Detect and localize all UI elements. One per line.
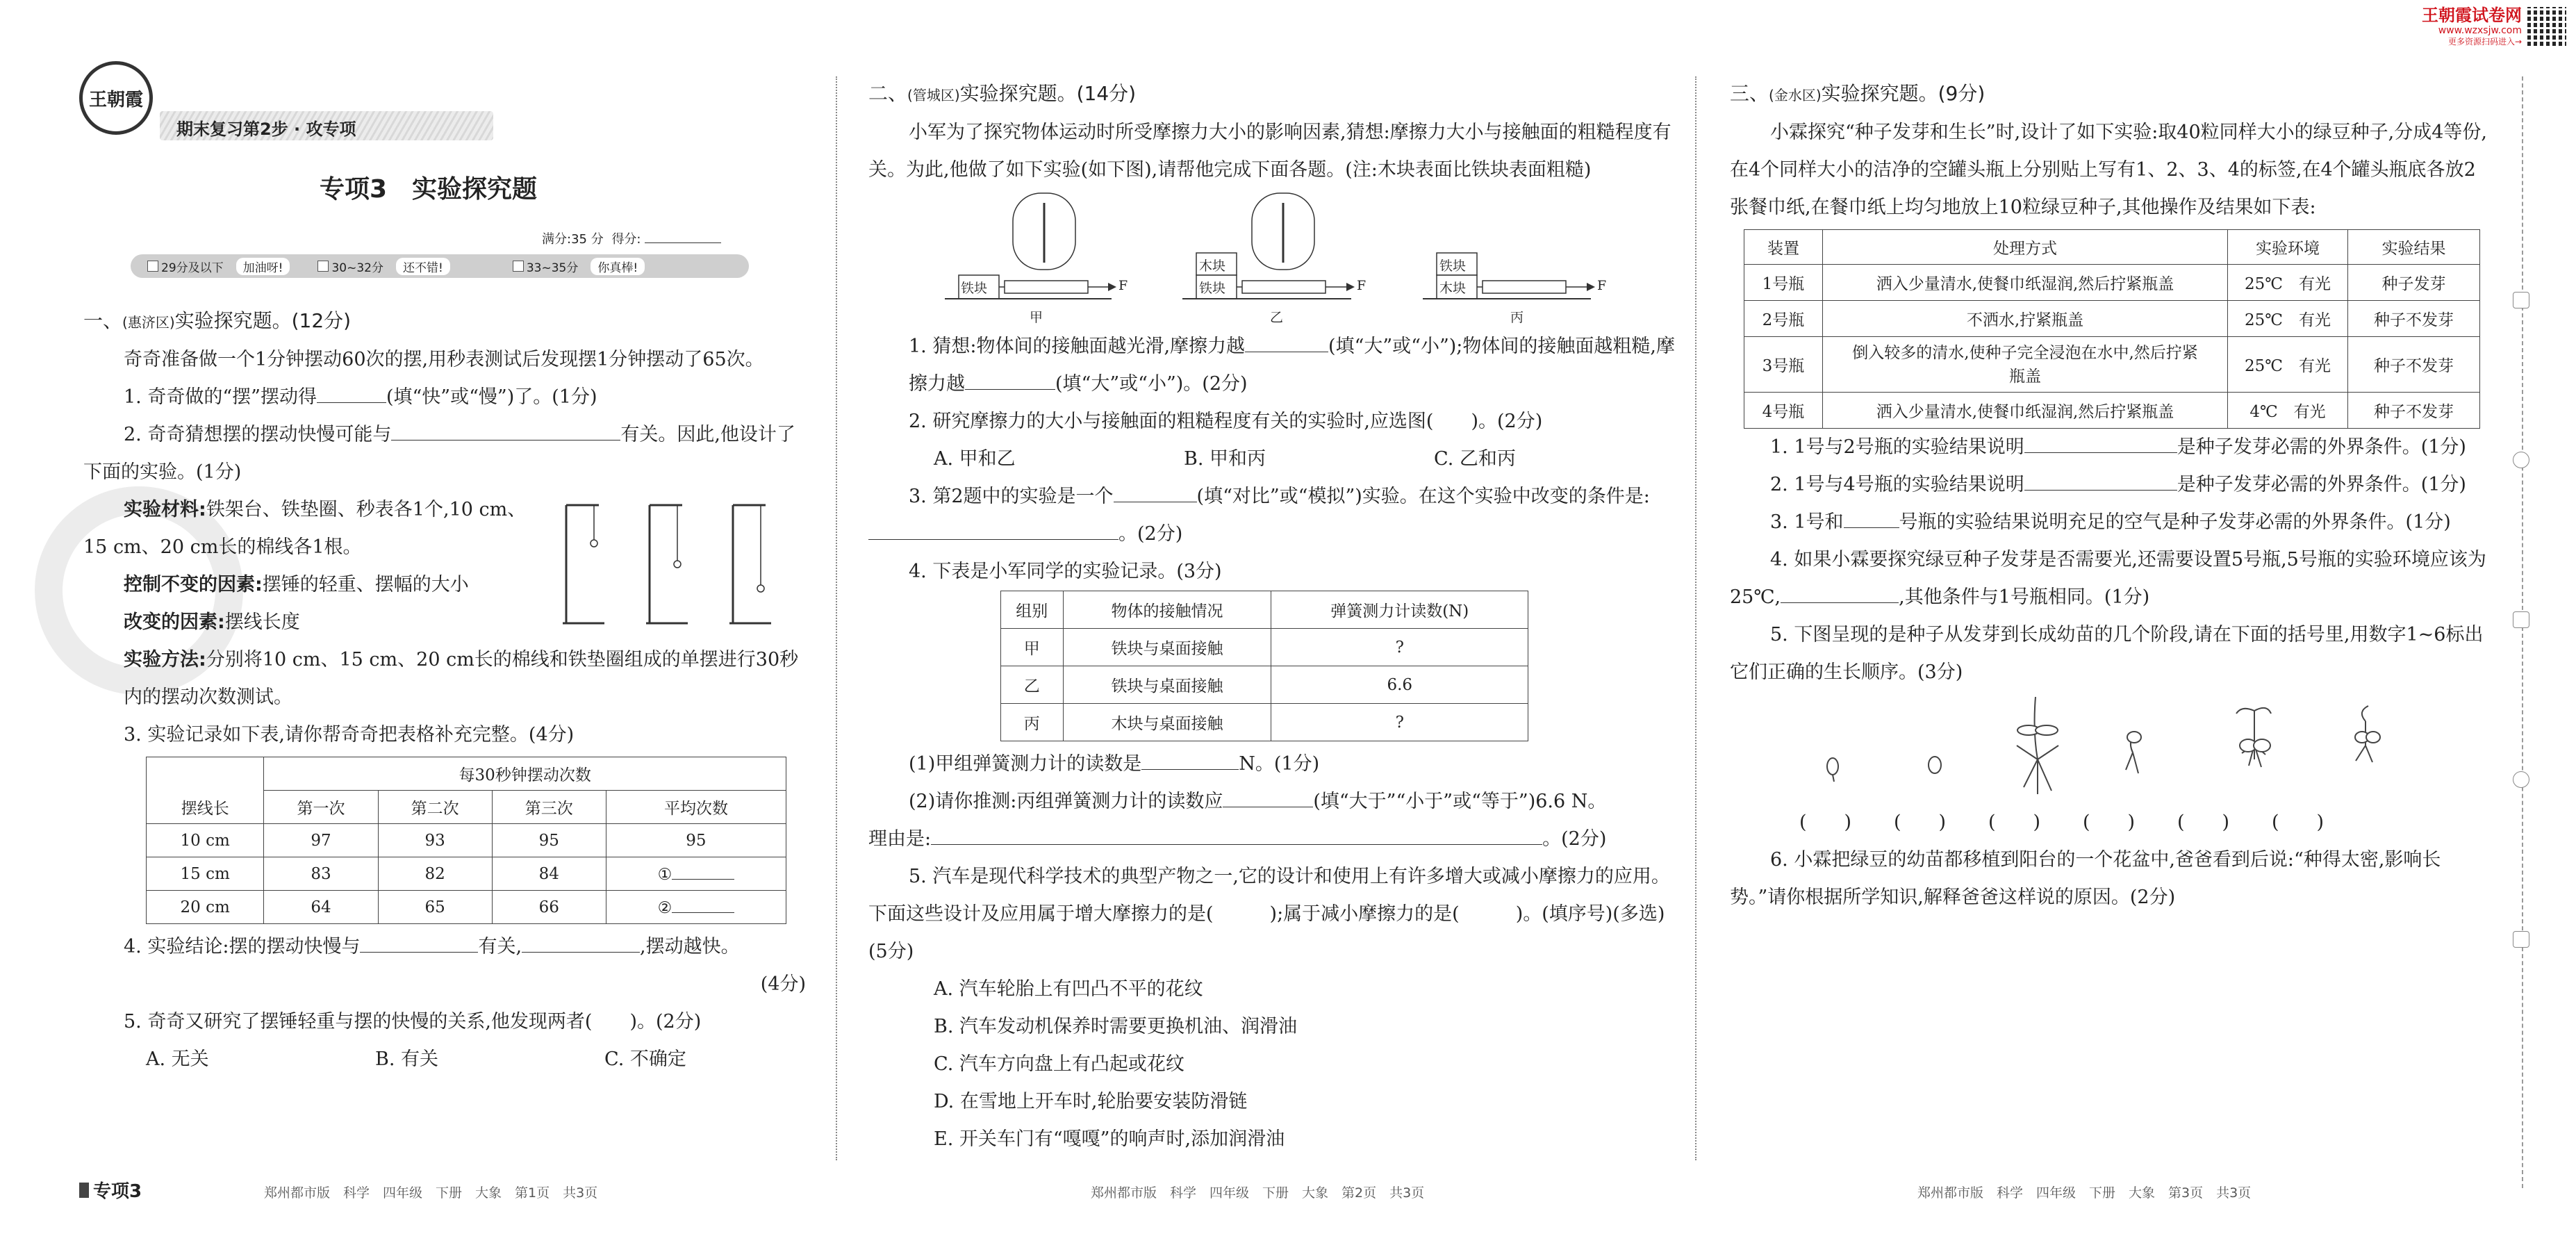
question-4: [1730, 541, 2487, 616]
answer-marker: ②: [657, 899, 672, 917]
table-cell: 84: [492, 857, 606, 891]
question-4-2: [868, 783, 1681, 821]
option-a[interactable]: A. 无关: [146, 1048, 209, 1070]
table-row: [1744, 301, 2480, 337]
logo-text: 王朝霞: [88, 89, 143, 110]
q-text: (填“大”或“小”)。(2分): [1055, 373, 1248, 395]
grade-checkbox[interactable]: [513, 261, 524, 272]
label: 实验方法:: [124, 649, 206, 670]
force-label: F: [1118, 278, 1128, 293]
option-c[interactable]: C. 不确定: [604, 1048, 686, 1070]
grade-range: 33~35分: [526, 261, 579, 275]
section-title: 实验探究题。(9分): [1821, 82, 1985, 105]
section-number: 一、: [83, 309, 123, 332]
answer-blank[interactable]: [391, 420, 620, 441]
table-header-row: [1744, 230, 2480, 265]
question-3: [1730, 504, 2487, 541]
section-1: [83, 302, 806, 1078]
option-e[interactable]: E. 开关车门有“嘎嘎”的响声时,添加润滑油: [934, 1128, 1285, 1150]
option-c[interactable]: C. 乙和丙: [1434, 448, 1516, 470]
q-text: 号瓶的实验结果说明充足的空气是种子发芽必需的外界条件。(1分): [1899, 511, 2451, 533]
order-paren-2[interactable]: ( ): [1894, 812, 1947, 833]
value: 摆锤的轻重、摆幅的大小: [262, 574, 469, 595]
force-label: F: [1357, 278, 1367, 293]
seedling-figure: [1730, 697, 2487, 801]
answer-blank[interactable]: [1223, 787, 1313, 807]
q-text: (填“大”或“小”);物体间的接触面越粗糙,摩擦力越: [909, 336, 1675, 395]
block-label: 铁块: [1439, 258, 1467, 274]
table-cell: 10 cm: [147, 824, 264, 857]
q-text: 3. 第2题中的实验是一个: [909, 486, 1114, 507]
table-row: [147, 891, 786, 924]
q-text: 1. 奇奇做的“摆”摆动得: [124, 386, 317, 408]
q-text: 有关,: [478, 936, 522, 957]
footer-page-2: 郑州都市版 科学 四年级 下册 大象 第2页 共3页: [1091, 1185, 1425, 1201]
q-text: 是种子发芽必需的外界条件。(1分): [2177, 474, 2466, 495]
table-cell: 82: [378, 857, 492, 891]
table-cell: 种子不发芽: [2348, 393, 2480, 429]
table-cell: 不洒水,拧紧瓶盖: [1823, 301, 2228, 337]
block-label: 铁块: [1199, 281, 1226, 296]
table-header: 装置: [1744, 230, 1823, 265]
table-cell: 种子不发芽: [2348, 301, 2480, 337]
q-text: 是种子发芽必需的外界条件。(1分): [2177, 436, 2466, 458]
q-text: 。(2分): [1118, 523, 1183, 545]
answer-marker: ①: [657, 866, 672, 884]
section-3: [1730, 75, 2487, 916]
table-cell: 乙: [1001, 666, 1064, 704]
block-label: 铁块: [961, 281, 988, 296]
q-text: ,摆动越快。: [640, 936, 740, 957]
q5-options: [868, 971, 1681, 1158]
table-header-row: [147, 791, 786, 824]
review-step: 期末复习第2步 · 攻专项: [176, 120, 356, 139]
pendulum-string: [591, 505, 764, 592]
table-cell: 4℃ 有光: [2228, 393, 2348, 429]
label: 改变的因素:: [124, 611, 225, 633]
section-number: 三、: [1730, 82, 1769, 105]
question-2: [83, 416, 806, 491]
block-label: 木块: [1199, 258, 1226, 274]
table-cell: ?: [1271, 629, 1528, 666]
answer-blank[interactable]: [672, 864, 734, 880]
binding-hole: [2513, 931, 2529, 948]
figure-label: 乙: [1270, 310, 1284, 325]
q-text: 2. 1号与4号瓶的实验结果说明: [1770, 474, 2024, 495]
table-header: 处理方式: [1823, 230, 2228, 265]
table-answer-cell[interactable]: [606, 857, 786, 891]
brand-tagline: 更多资源扫码进入→: [2447, 37, 2522, 47]
table-cell: 25℃ 有光: [2228, 265, 2348, 301]
table-row: [147, 857, 786, 891]
grade-comment: 还不错!: [396, 258, 450, 275]
question-1: [83, 379, 806, 416]
table-cell: 25℃ 有光: [2228, 301, 2348, 337]
section-heading: [1730, 75, 2487, 114]
q-text: 有关。因此,他设计了下面的实验。(1分): [83, 424, 795, 483]
table-cell: 83: [264, 857, 378, 891]
pendulum-table: [146, 757, 786, 924]
table-cell: 25℃ 有光: [2228, 337, 2348, 393]
table-header: 实验环境: [2228, 230, 2348, 265]
grade-range: 29分及以下: [161, 261, 224, 275]
table-cell: 洒入少量清水,使餐巾纸湿润,然后拧紧瓶盖: [1823, 265, 2228, 301]
materials-line: [83, 491, 528, 566]
grade-comment: 加油呀!: [236, 258, 290, 275]
order-paren-5[interactable]: ( ): [2177, 812, 2230, 833]
q-text: 1. 猜想:物体间的接触面越光滑,摩擦力越: [909, 336, 1246, 357]
table-cell: 97: [264, 824, 378, 857]
table-cell: 66: [492, 891, 606, 924]
answer-blank[interactable]: [1245, 332, 1328, 352]
answer-blank[interactable]: [1141, 750, 1239, 770]
table-cell: 4号瓶: [1744, 393, 1823, 429]
grade-checkbox[interactable]: [147, 261, 158, 272]
order-paren-1[interactable]: ( ): [1799, 812, 1852, 833]
section-heading: [868, 75, 1681, 114]
table-cell: 2号瓶: [1744, 301, 1823, 337]
binding-hole: [2513, 292, 2529, 308]
answer-blank[interactable]: [360, 932, 478, 953]
q-text: (填“对比”或“模拟”)实验。在这个实验中改变的条件是:: [1196, 486, 1650, 507]
section-heading: [83, 302, 806, 341]
table-cell: 种子发芽: [2348, 265, 2480, 301]
answer-blank[interactable]: [965, 370, 1055, 390]
score-got: 得分:: [611, 232, 641, 247]
table-cell: 65: [378, 891, 492, 924]
section-number: 二、: [868, 82, 908, 105]
table-cell: 95: [606, 824, 786, 857]
q-text: 理由是:: [868, 828, 932, 850]
binding-hole: [2513, 611, 2529, 628]
brand-url[interactable]: www.wzxsjw.com: [2438, 25, 2522, 36]
order-paren-6[interactable]: ( ): [2272, 812, 2325, 833]
table-header: 物体的接触情况: [1063, 591, 1271, 629]
question-3: 3. 实验记录如下表,请你帮奇奇把表格补充完整。(4分): [124, 724, 575, 746]
answer-blank[interactable]: [931, 825, 1542, 845]
footer-page-3: 郑州都市版 科学 四年级 下册 大象 第3页 共3页: [1917, 1185, 2252, 1201]
q-text: 3. 1号和: [1770, 511, 1844, 533]
answer-blank[interactable]: [2024, 433, 2177, 453]
page-3: [1730, 0, 2487, 1243]
grade-bar: [131, 254, 749, 278]
table-header: 组别: [1001, 591, 1064, 629]
table-top-header: 每30秒钟摆动次数: [264, 757, 786, 791]
q-text: (2)请你推测:丙组弹簧测力计的读数应: [909, 791, 1223, 812]
table-header: 第一次: [264, 791, 378, 824]
table-row: [1744, 393, 2480, 429]
footer-label: 专项3: [93, 1181, 142, 1202]
table-cell: 3号瓶: [1744, 337, 1823, 393]
table-cell: 15 cm: [147, 857, 264, 891]
answer-blank[interactable]: [317, 383, 386, 403]
table-cell: 20 cm: [147, 891, 264, 924]
friction-figure: [868, 189, 1681, 328]
option-c[interactable]: C. 汽车方向盘上有凸起或花纹: [934, 1053, 1184, 1075]
section-source: (惠济区): [122, 314, 175, 331]
table-cell: 95: [492, 824, 606, 857]
table-row: [1744, 337, 2480, 393]
q-text: 。(2分): [1542, 828, 1607, 850]
question-4: [83, 928, 806, 966]
control-line: [83, 566, 528, 604]
question-3: [868, 478, 1681, 553]
table-header: 第三次: [492, 791, 606, 824]
intro-text: 小军为了探究物体运动时所受摩擦力大小的影响因素,猜想:摩擦力大小与接触面的粗糙程度有关。为此,他做了如下实验(如下图),请帮他完成下面各题。(注:木块表面比铁块表面粗糙): [868, 122, 1671, 181]
table-row: [1001, 704, 1528, 741]
table-cell: 6.6: [1271, 666, 1528, 704]
table-cell: 64: [264, 891, 378, 924]
table-cell: 93: [378, 824, 492, 857]
binding-line: [2522, 76, 2523, 1188]
label: 控制不变的因素:: [124, 574, 263, 595]
intro-text: 小霖探究“种子发芽和生长”时,设计了如下实验:取40粒同样大小的绿豆种子,分成4等份,在4个同样大小的洁净的空罐头瓶上分别贴上写有1、2、3、4的标签,在4个罐头瓶底各放2张餐巾纸,在餐巾纸上均匀地放上10粒绿豆种子,其他操作及结果如下表:: [1730, 122, 2487, 218]
changed-line: [83, 604, 528, 641]
table-cell: 洒入少量清水,使餐巾纸湿润,然后拧紧瓶盖: [1823, 393, 2228, 429]
answer-blank[interactable]: [868, 520, 1118, 540]
answer-blank[interactable]: [2024, 470, 2177, 491]
table-header: 摆线长: [147, 791, 264, 824]
figure-label: 甲: [1030, 310, 1043, 325]
column-divider: [836, 76, 837, 1160]
question-2: 2. 研究摩擦力的大小与接触面的粗糙程度有关的实验时,应选图( )。(2分): [909, 411, 1543, 432]
table-cell: 铁块与桌面接触: [1063, 666, 1271, 704]
table-header-row: [1001, 591, 1528, 629]
table-cell: 丙: [1001, 704, 1064, 741]
table-row: [1744, 265, 2480, 301]
question-1: [868, 328, 1681, 403]
footer-marker: [79, 1183, 89, 1198]
intro-text: 奇奇准备做一个1分钟摆动60次的摆,用秒表测试后发现摆1分钟摆动了65次。: [124, 349, 764, 370]
order-paren-4[interactable]: ( ): [2083, 812, 2136, 833]
table-cell: 甲: [1001, 629, 1064, 666]
footer-left: [79, 1177, 142, 1203]
answer-blank[interactable]: [1781, 583, 1899, 603]
method-line: [83, 641, 806, 716]
friction-table: [1000, 591, 1528, 741]
experiment-block: [83, 491, 806, 641]
order-paren-3[interactable]: ( ): [1988, 812, 2041, 833]
option-b[interactable]: B. 有关: [375, 1048, 439, 1070]
section-source: (金水区): [1769, 87, 1822, 104]
review-banner: [160, 111, 493, 140]
seed-stage: [1827, 697, 2380, 794]
question-2: [1730, 466, 2487, 504]
table-row: [1001, 666, 1528, 704]
option-b[interactable]: B. 汽车发动机保养时需要更换机油、润滑油: [934, 1016, 1298, 1037]
q-text: (填“大于”“小于”或“等于”)6.6 N。: [1313, 791, 1607, 812]
grade-checkbox[interactable]: [317, 261, 329, 272]
seed-table: [1744, 229, 2480, 429]
q-text: (填“快”或“慢”)了。(1分): [386, 386, 597, 408]
question-5: 5. 下图呈现的是种子从发芽到长成幼苗的几个阶段,请在下面的括号里,用数字1~6标出它们正确的生长顺序。(3分): [1730, 624, 2484, 683]
question-5: 5. 汽车是现代科学技术的典型产物之一,它的设计和使用上有许多增大或减小摩擦力的应用。下面这些设计及应用属于增大摩擦力的是( );属于减小摩擦力的是( )。(填序号)(多选)(5分): [868, 866, 1670, 962]
figure-label: 丙: [1510, 310, 1524, 325]
section-source: (管城区): [907, 87, 960, 104]
column-divider: [1695, 76, 1696, 1160]
option-a[interactable]: A. 甲和乙: [934, 448, 1016, 470]
table-row: [147, 824, 786, 857]
answer-blank[interactable]: [672, 897, 734, 913]
question-5: 5. 奇奇又研究了摆锤轻重与摆的快慢的关系,他发现两者( )。(2分): [124, 1011, 702, 1032]
section-2: [868, 75, 1681, 1158]
table-header: 第二次: [378, 791, 492, 824]
table-corner: [147, 757, 264, 791]
footer-page-1: 郑州都市版 科学 四年级 下册 大象 第1页 共3页: [264, 1185, 598, 1201]
q-text: ,其他条件与1号瓶相同。(1分): [1899, 586, 2150, 608]
q-text: N。(1分): [1239, 753, 1320, 775]
question-6: 6. 小霖把绿豆的幼苗都移植到阳台的一个花盆中,爸爸看到后说:“种得太密,影响长势。”请你根据所学知识,解释爸爸这样说的原因。(2分): [1730, 849, 2441, 908]
binding-hole: [2513, 452, 2529, 468]
q2-options: [868, 441, 1681, 478]
option-d[interactable]: D. 在雪地上开车时,轮胎要安装防滑链: [934, 1091, 1248, 1112]
section-title: 实验探究题。(14分): [959, 82, 1137, 105]
table-header: 弹簧测力计读数(N): [1271, 591, 1528, 629]
table-cell: 种子不发芽: [2348, 337, 2480, 393]
force-label: F: [1597, 278, 1607, 293]
table-cell: 铁块与桌面接触: [1063, 629, 1271, 666]
qr-code[interactable]: [2527, 7, 2566, 46]
grade-range: 30~32分: [331, 261, 383, 275]
pendulum-figure: [556, 491, 806, 630]
answer-blank[interactable]: [1844, 508, 1899, 528]
question-4: 4. 下表是小军同学的实验记录。(3分): [909, 561, 1222, 582]
page-1: [69, 0, 806, 1243]
table-cell: 倒入较多的清水,使种子完全浸泡在水中,然后拧紧瓶盖: [1823, 337, 2228, 393]
score-blank[interactable]: [645, 230, 721, 243]
value: 铁架台、铁垫圈、秒表各1个,10 cm、15 cm、20 cm长的棉线各1根。: [83, 499, 527, 558]
value: 分别将10 cm、15 cm、20 cm长的棉线和铁垫圈组成的单摆进行30秒内的摆动次数测试。: [124, 649, 799, 708]
page-title: 专项3 实验探究题: [320, 175, 538, 204]
question-4-1: [868, 746, 1681, 783]
answer-parens: [1730, 804, 2487, 841]
value: 摆线长度: [224, 611, 300, 633]
answer-blank[interactable]: [1114, 482, 1197, 502]
section-title: 实验探究题。(12分): [174, 309, 352, 332]
grade-comment: 你真棒!: [591, 258, 645, 275]
q-text: 1. 1号与2号瓶的实验结果说明: [1770, 436, 2024, 458]
logo: [79, 61, 153, 135]
q4-score: (4分): [760, 973, 806, 995]
table-cell: 1号瓶: [1744, 265, 1823, 301]
brand-name: 王朝霞试卷网: [2422, 6, 2522, 25]
table-answer-cell[interactable]: [606, 891, 786, 924]
block-label: 木块: [1439, 281, 1467, 296]
answer-blank[interactable]: [522, 932, 640, 953]
q-text: 4. 如果小霖要探究绿豆种子发芽是否需要光,还需要设置5号瓶,5号瓶的实验环境应该为25℃,: [1730, 549, 2486, 608]
page-2: [861, 0, 1681, 1243]
q-text: 2. 奇奇猜想摆的摆动快慢可能与: [124, 424, 392, 445]
table-row: [1001, 629, 1528, 666]
table-header: 平均次数: [606, 791, 786, 824]
table-cell: ?: [1271, 704, 1528, 741]
score-line: [542, 229, 721, 247]
reason-line: [868, 821, 1681, 858]
q-text: (1)甲组弹簧测力计的读数是: [909, 753, 1142, 775]
table-header: 实验结果: [2348, 230, 2480, 265]
q5-options: [83, 1041, 806, 1078]
option-a[interactable]: A. 汽车轮胎上有凹凸不平的花纹: [934, 978, 1203, 1000]
question-1: [1730, 429, 2487, 466]
label: 实验材料:: [124, 499, 206, 520]
q-text: 4. 实验结论:摆的摆动快慢与: [124, 936, 361, 957]
option-b[interactable]: B. 甲和丙: [1184, 448, 1266, 470]
binding-hole: [2513, 771, 2529, 788]
table-cell: 木块与桌面接触: [1063, 704, 1271, 741]
score-full: 满分:35 分: [542, 232, 604, 247]
